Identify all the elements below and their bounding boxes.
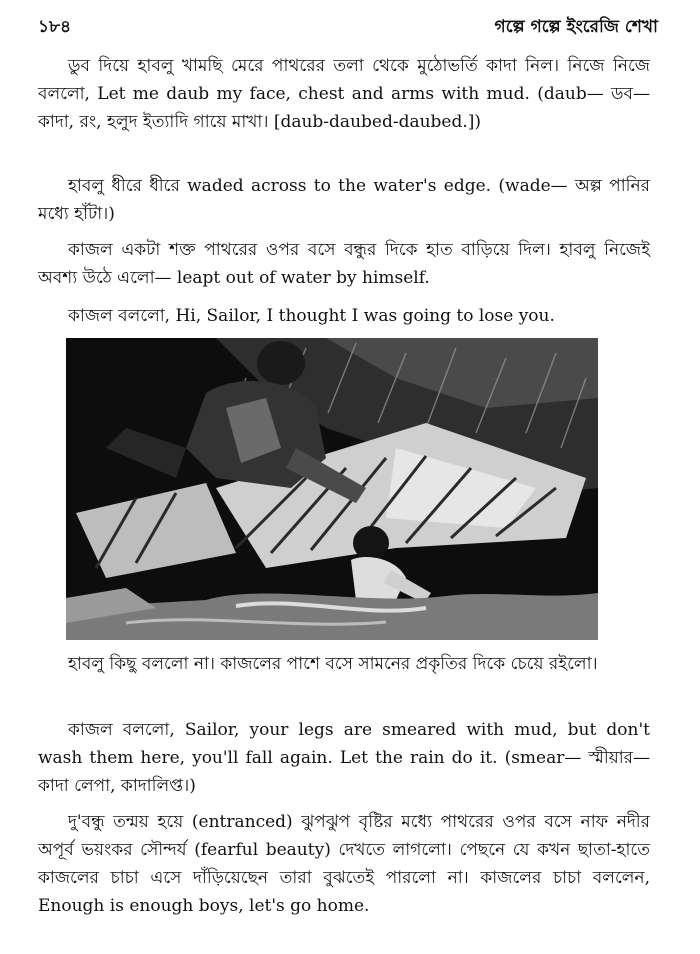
illustration-boys-on-rocks	[66, 338, 598, 640]
page-header	[38, 14, 658, 42]
paragraph-sailor: কাজল বললো, Hi, Sailor, I thought I was going to lose you.	[68, 306, 555, 326]
paragraph-daub: ডুব দিয়ে হাবলু খামছি মেরে পাথরের তলা থেকে মুঠোভর্তি কাদা নিল। নিজে নিজে বললো, Let me daub my face, chest and arms with mud. (daub— ডব— কাদা, রং, হলুদ ইত্যাদি গায়ে মাখা। [daub-daubed-daubed.])	[38, 56, 650, 132]
illustration-drawing	[66, 338, 598, 640]
paragraph-smeared: কাজল বললো, Sailor, your legs are smeared with mud, but don't wash them here, you'll fall again. Let the rain do it. (smear— স্মীয়ার— কাদা লেপা, কাদালিপ্ত।)	[38, 720, 650, 796]
paragraph-leapt: কাজল একটা শক্ত পাথরের ওপর বসে বন্ধুর দিকে হাত বাড়িয়ে দিল। হাবলু নিজেই অবশ্য উঠে এলো— leapt out of water by himself.	[38, 240, 650, 288]
book-title: গল্পে গল্পে ইংরেজি শেখা	[494, 17, 658, 37]
page-number: ১৮৪	[38, 17, 72, 37]
paragraph-wade: হাবলু ধীরে ধীরে waded across to the water's edge. (wade— অল্প পানির মধ্যে হাঁটা।)	[38, 176, 650, 224]
paragraph-entranced: দু'বন্ধু তন্ময় হয়ে (entranced) ঝুপঝুপ বৃষ্টির মধ্যে পাথরের ওপর বসে নাফ নদীর অপূর্ব ভয়ংকর সৌন্দর্য (fearful beauty) দেখতে লাগলো। পেছনে যে কখন ছাতা-হাতে কাজলের চাচা এসে দাঁড়িয়েছেন তারা বুঝতেই পারলো না। কাজলের চাচা বললেন, Enough is enough boys, let's go home.	[38, 812, 650, 916]
paragraph-silent: হাবলু কিছু বললো না। কাজলের পাশে বসে সামনের প্রকৃতির দিকে চেয়ে রইলো।	[68, 654, 598, 674]
